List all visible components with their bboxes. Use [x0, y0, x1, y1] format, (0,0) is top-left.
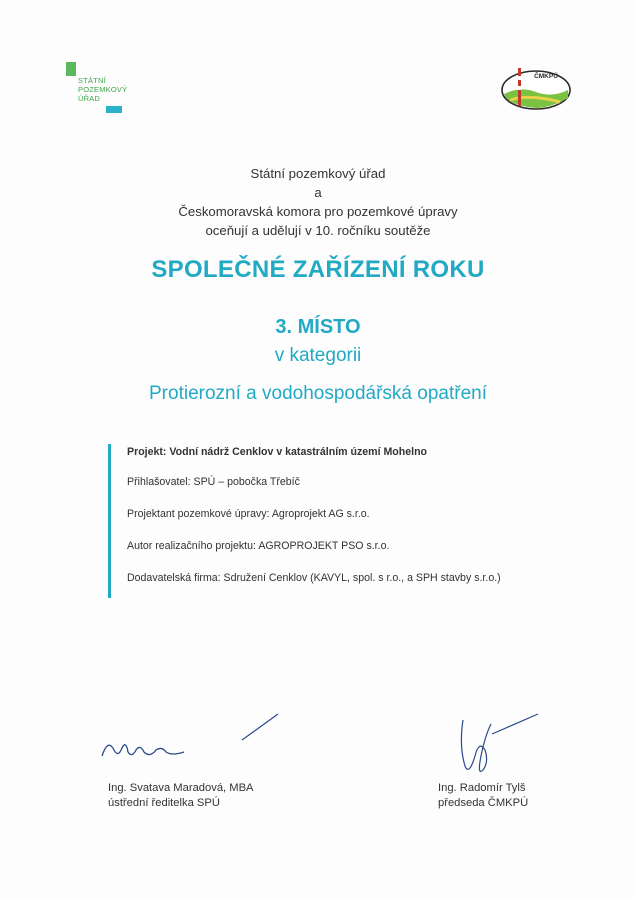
right-signer-role: předseda ČMKPÚ: [438, 797, 529, 809]
applicant-row: Přihlašovatel: SPÚ – pobočka Třebíč: [127, 476, 300, 488]
project-details: [108, 444, 588, 600]
category-name: Protierozní a vodohospodářská opatření: [149, 383, 487, 404]
award-place: 3. MÍSTO: [275, 316, 361, 338]
right-signature-stroke: [490, 712, 540, 736]
category-label: v kategorii: [274, 345, 362, 366]
spu-logo-text: [78, 76, 127, 103]
left-signature: [100, 736, 190, 762]
supplier-row: Dodavatelská firma: Sdružení Cenklov (KAVYL, spol. s r.o., a SPH stavby s.r.o.): [127, 572, 501, 584]
header-line-1: Státní pozemkový úřad: [250, 166, 386, 181]
header-line-4: oceňují a udělují v 10. ročníku soutěže: [205, 223, 431, 238]
spu-logo-line-1: STÁTNÍ: [78, 76, 106, 85]
author-row: Autor realizačního projektu: AGROPROJEKT PSO s.r.o.: [127, 540, 390, 552]
spu-logo-line-3: ÚŘAD: [78, 94, 101, 103]
spu-logo-cyan-bar: [106, 106, 122, 113]
left-signer-role: ústřední ředitelka SPÚ: [108, 797, 220, 809]
header-text: [0, 164, 636, 240]
right-signer-name: Ing. Radomír Tylš: [438, 782, 526, 794]
spu-logo-line-2: POZEMKOVÝ: [78, 85, 128, 94]
spu-logo: [66, 62, 136, 118]
designer-row: Projektant pozemkové úpravy: Agroprojekt AG s.r.o.: [127, 508, 370, 520]
cmkpu-logo-text: ČMKPÚ: [534, 73, 558, 80]
details-accent-bar: [108, 444, 111, 598]
right-signer: [438, 781, 528, 811]
header-line-3: Českomoravská komora pro pozemkové úpravy: [178, 204, 458, 219]
header-line-2: a: [314, 185, 322, 200]
left-signer: [108, 781, 254, 811]
spu-logo-green-square: [66, 62, 76, 76]
cmkpu-logo: [500, 64, 572, 112]
award-title: SPOLEČNÉ ZAŘÍZENÍ ROKU: [151, 256, 485, 283]
project-row: Projekt: Vodní nádrž Cenklov v katastrálním území Mohelno: [127, 446, 428, 458]
left-signer-name: Ing. Svatava Maradová, MBA: [108, 782, 254, 794]
left-signature-stroke: [240, 712, 280, 742]
